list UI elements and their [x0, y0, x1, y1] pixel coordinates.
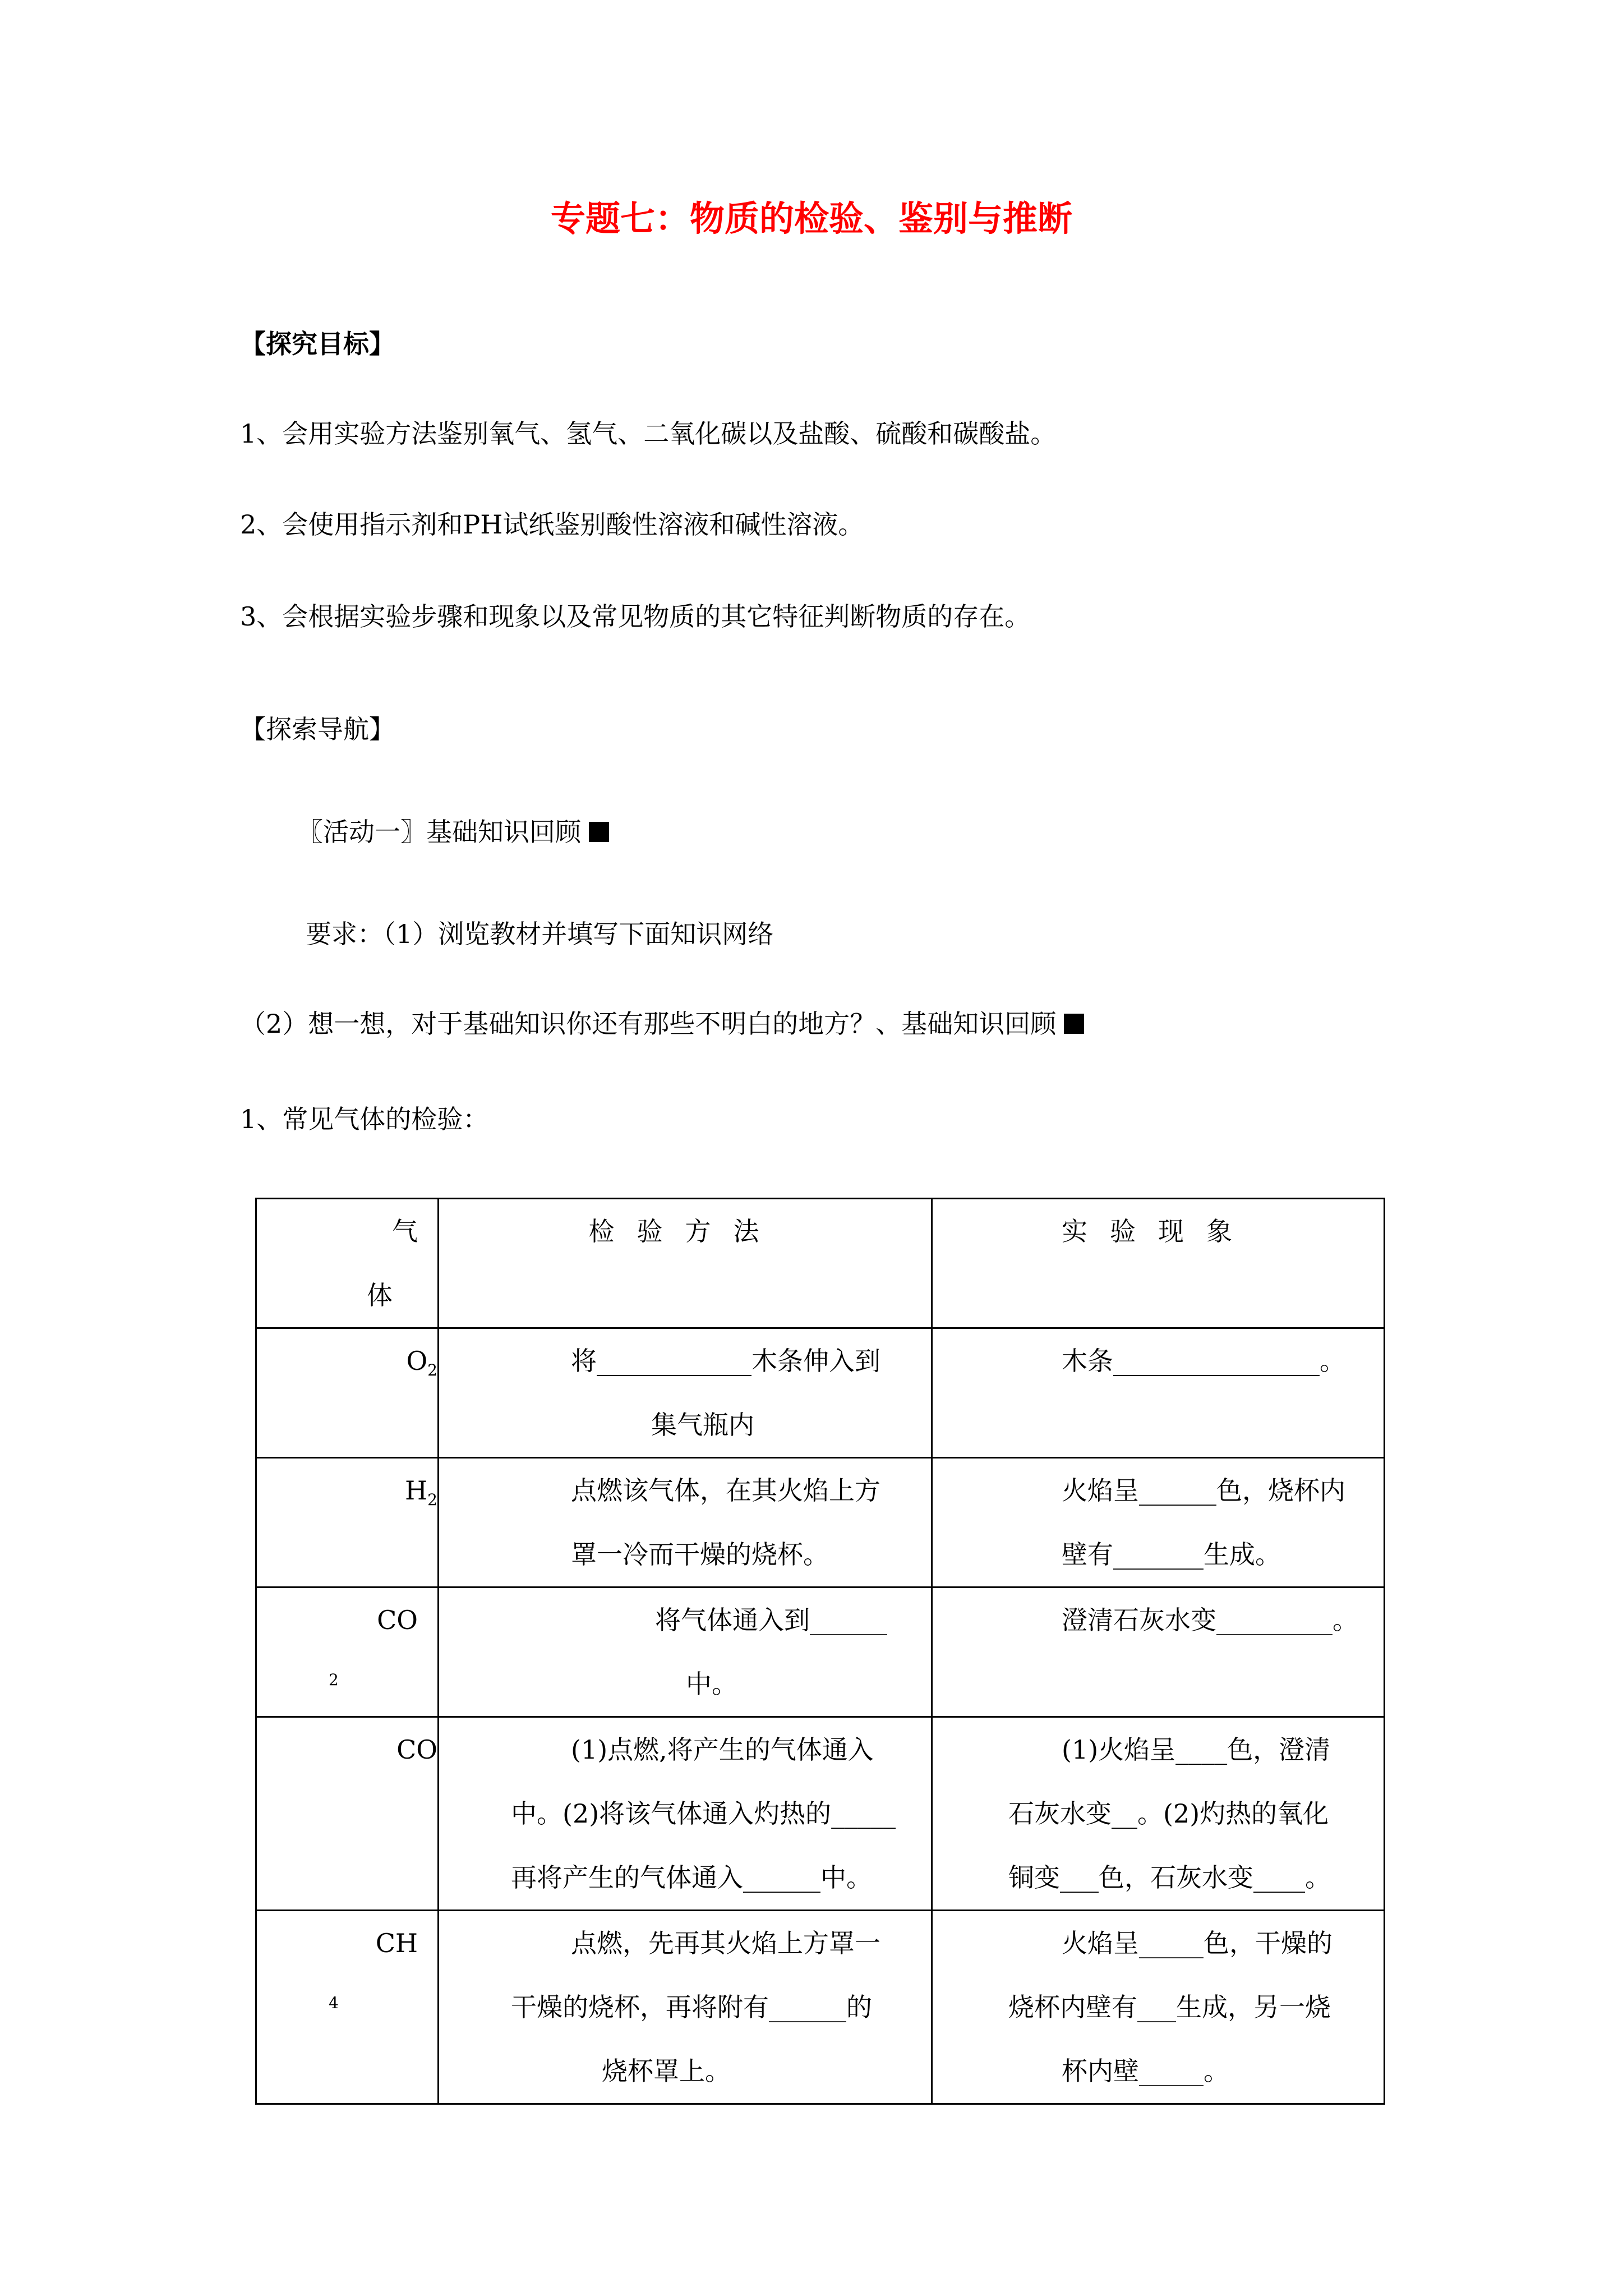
result-line: 烧杯内壁有___生成，另一烧	[1008, 1992, 1331, 2022]
method-cell	[439, 1588, 932, 1717]
method-line: 将气体通入到______	[655, 1605, 887, 1635]
method-line: 烧杯罩上。	[602, 2056, 731, 2086]
table-row	[256, 1717, 1385, 1911]
requirement-1: 要求：（1）浏览教材并填写下面知识网络	[306, 919, 774, 949]
gas-subscript: 2	[427, 1490, 437, 1509]
result-line: 火焰呈______色，烧杯内	[1062, 1475, 1345, 1506]
gas-formula: CO	[377, 1605, 418, 1635]
method-line: 再将产生的气体通入______中。	[511, 1862, 872, 1893]
table-row	[256, 1588, 1385, 1717]
method-line: (1)点燃,将产生的气体通入	[571, 1734, 874, 1765]
header-cell-method	[439, 1199, 932, 1328]
gas-formula: H	[405, 1475, 428, 1506]
result-cell	[932, 1328, 1385, 1458]
method-line: 点燃，先再其火焰上方罩一	[571, 1928, 880, 1958]
result-line: 铜变___色，石灰水变____。	[1008, 1862, 1331, 1893]
result-cell	[932, 1911, 1385, 2104]
header-gas-char-2: 体	[367, 1280, 393, 1310]
gas-cell	[256, 1588, 439, 1717]
goal-item: 2、会使用指示剂和PH试纸鉴别酸性溶液和碱性溶液。	[240, 509, 864, 540]
gas-cell	[256, 1911, 439, 2104]
result-line: 木条________________。	[1062, 1346, 1345, 1376]
gas-formula: CH	[375, 1928, 418, 1958]
table-header-row	[256, 1199, 1385, 1328]
activity-line	[297, 812, 609, 852]
section-heading: 1、常见气体的检验：	[240, 1104, 489, 1134]
method-cell	[439, 1717, 932, 1911]
gas-formula: O	[406, 1346, 428, 1376]
gas-subscript: 2	[427, 1361, 437, 1379]
method-line: 将____________木条伸入到	[571, 1346, 880, 1376]
black-square-icon	[589, 822, 609, 842]
gas-subscript: 2	[329, 1671, 339, 1689]
goal-item: 1、会用实验方法鉴别氧气、氢气、二氧化碳以及盐酸、硫酸和碳酸盐。	[240, 418, 1057, 449]
method-cell	[439, 1458, 932, 1588]
result-line: 火焰呈_____色，干燥的	[1062, 1928, 1332, 1958]
gas-cell	[256, 1717, 439, 1911]
gas-test-table	[255, 1198, 1385, 2105]
method-line: 罩一冷而干燥的烧杯。	[571, 1539, 829, 1570]
method-line: 干燥的烧杯，再将附有______的	[511, 1992, 872, 2022]
result-cell	[932, 1588, 1385, 1717]
result-line: 杯内壁_____。	[1062, 2056, 1229, 2086]
goal-item: 3、会根据实验步骤和现象以及常见物质的其它特征判断物质的存在。	[240, 601, 1031, 632]
gas-cell	[256, 1458, 439, 1588]
table-row	[256, 1458, 1385, 1588]
method-cell	[439, 1328, 932, 1458]
requirement-2: （2）想一想，对于基础知识你还有那些不明白的地方？、基础知识回顾	[240, 1009, 1057, 1039]
table-row	[256, 1911, 1385, 2104]
gas-cell	[256, 1328, 439, 1458]
result-line: 澄清石灰水变_________。	[1062, 1605, 1358, 1635]
black-square-icon	[1064, 1014, 1084, 1034]
result-cell	[932, 1458, 1385, 1588]
result-line: 石灰水变__。(2)灼热的氧化	[1008, 1798, 1329, 1829]
header-cell-result	[932, 1199, 1385, 1328]
page-title: 专题七：物质的检验、鉴别与推断	[550, 198, 1072, 239]
activity-label: 〖活动一〗基础知识回顾	[297, 817, 581, 847]
result-line: (1)火焰呈____色，澄清	[1062, 1734, 1331, 1765]
requirement-2-line	[240, 1004, 1084, 1043]
header-result-label: 实验现象	[1062, 1216, 1255, 1246]
method-line: 集气瓶内	[651, 1410, 754, 1440]
goals-heading: 【探究目标】	[240, 329, 395, 359]
nav-heading: 【探索导航】	[240, 714, 395, 744]
result-line: 壁有_______生成。	[1062, 1539, 1281, 1570]
result-cell	[932, 1717, 1385, 1911]
header-cell-gas	[256, 1199, 439, 1328]
method-cell	[439, 1911, 932, 2104]
method-line: 中。	[686, 1669, 737, 1699]
header-method-label: 检验方法	[588, 1216, 782, 1246]
table-row	[256, 1328, 1385, 1458]
header-gas-char-1: 气	[392, 1216, 418, 1246]
method-line: 点燃该气体，在其火焰上方	[571, 1475, 880, 1506]
gas-formula: CO	[396, 1734, 437, 1765]
method-line: 中。(2)将该气体通入灼热的_____	[511, 1798, 896, 1829]
gas-subscript: 4	[329, 1994, 339, 2012]
